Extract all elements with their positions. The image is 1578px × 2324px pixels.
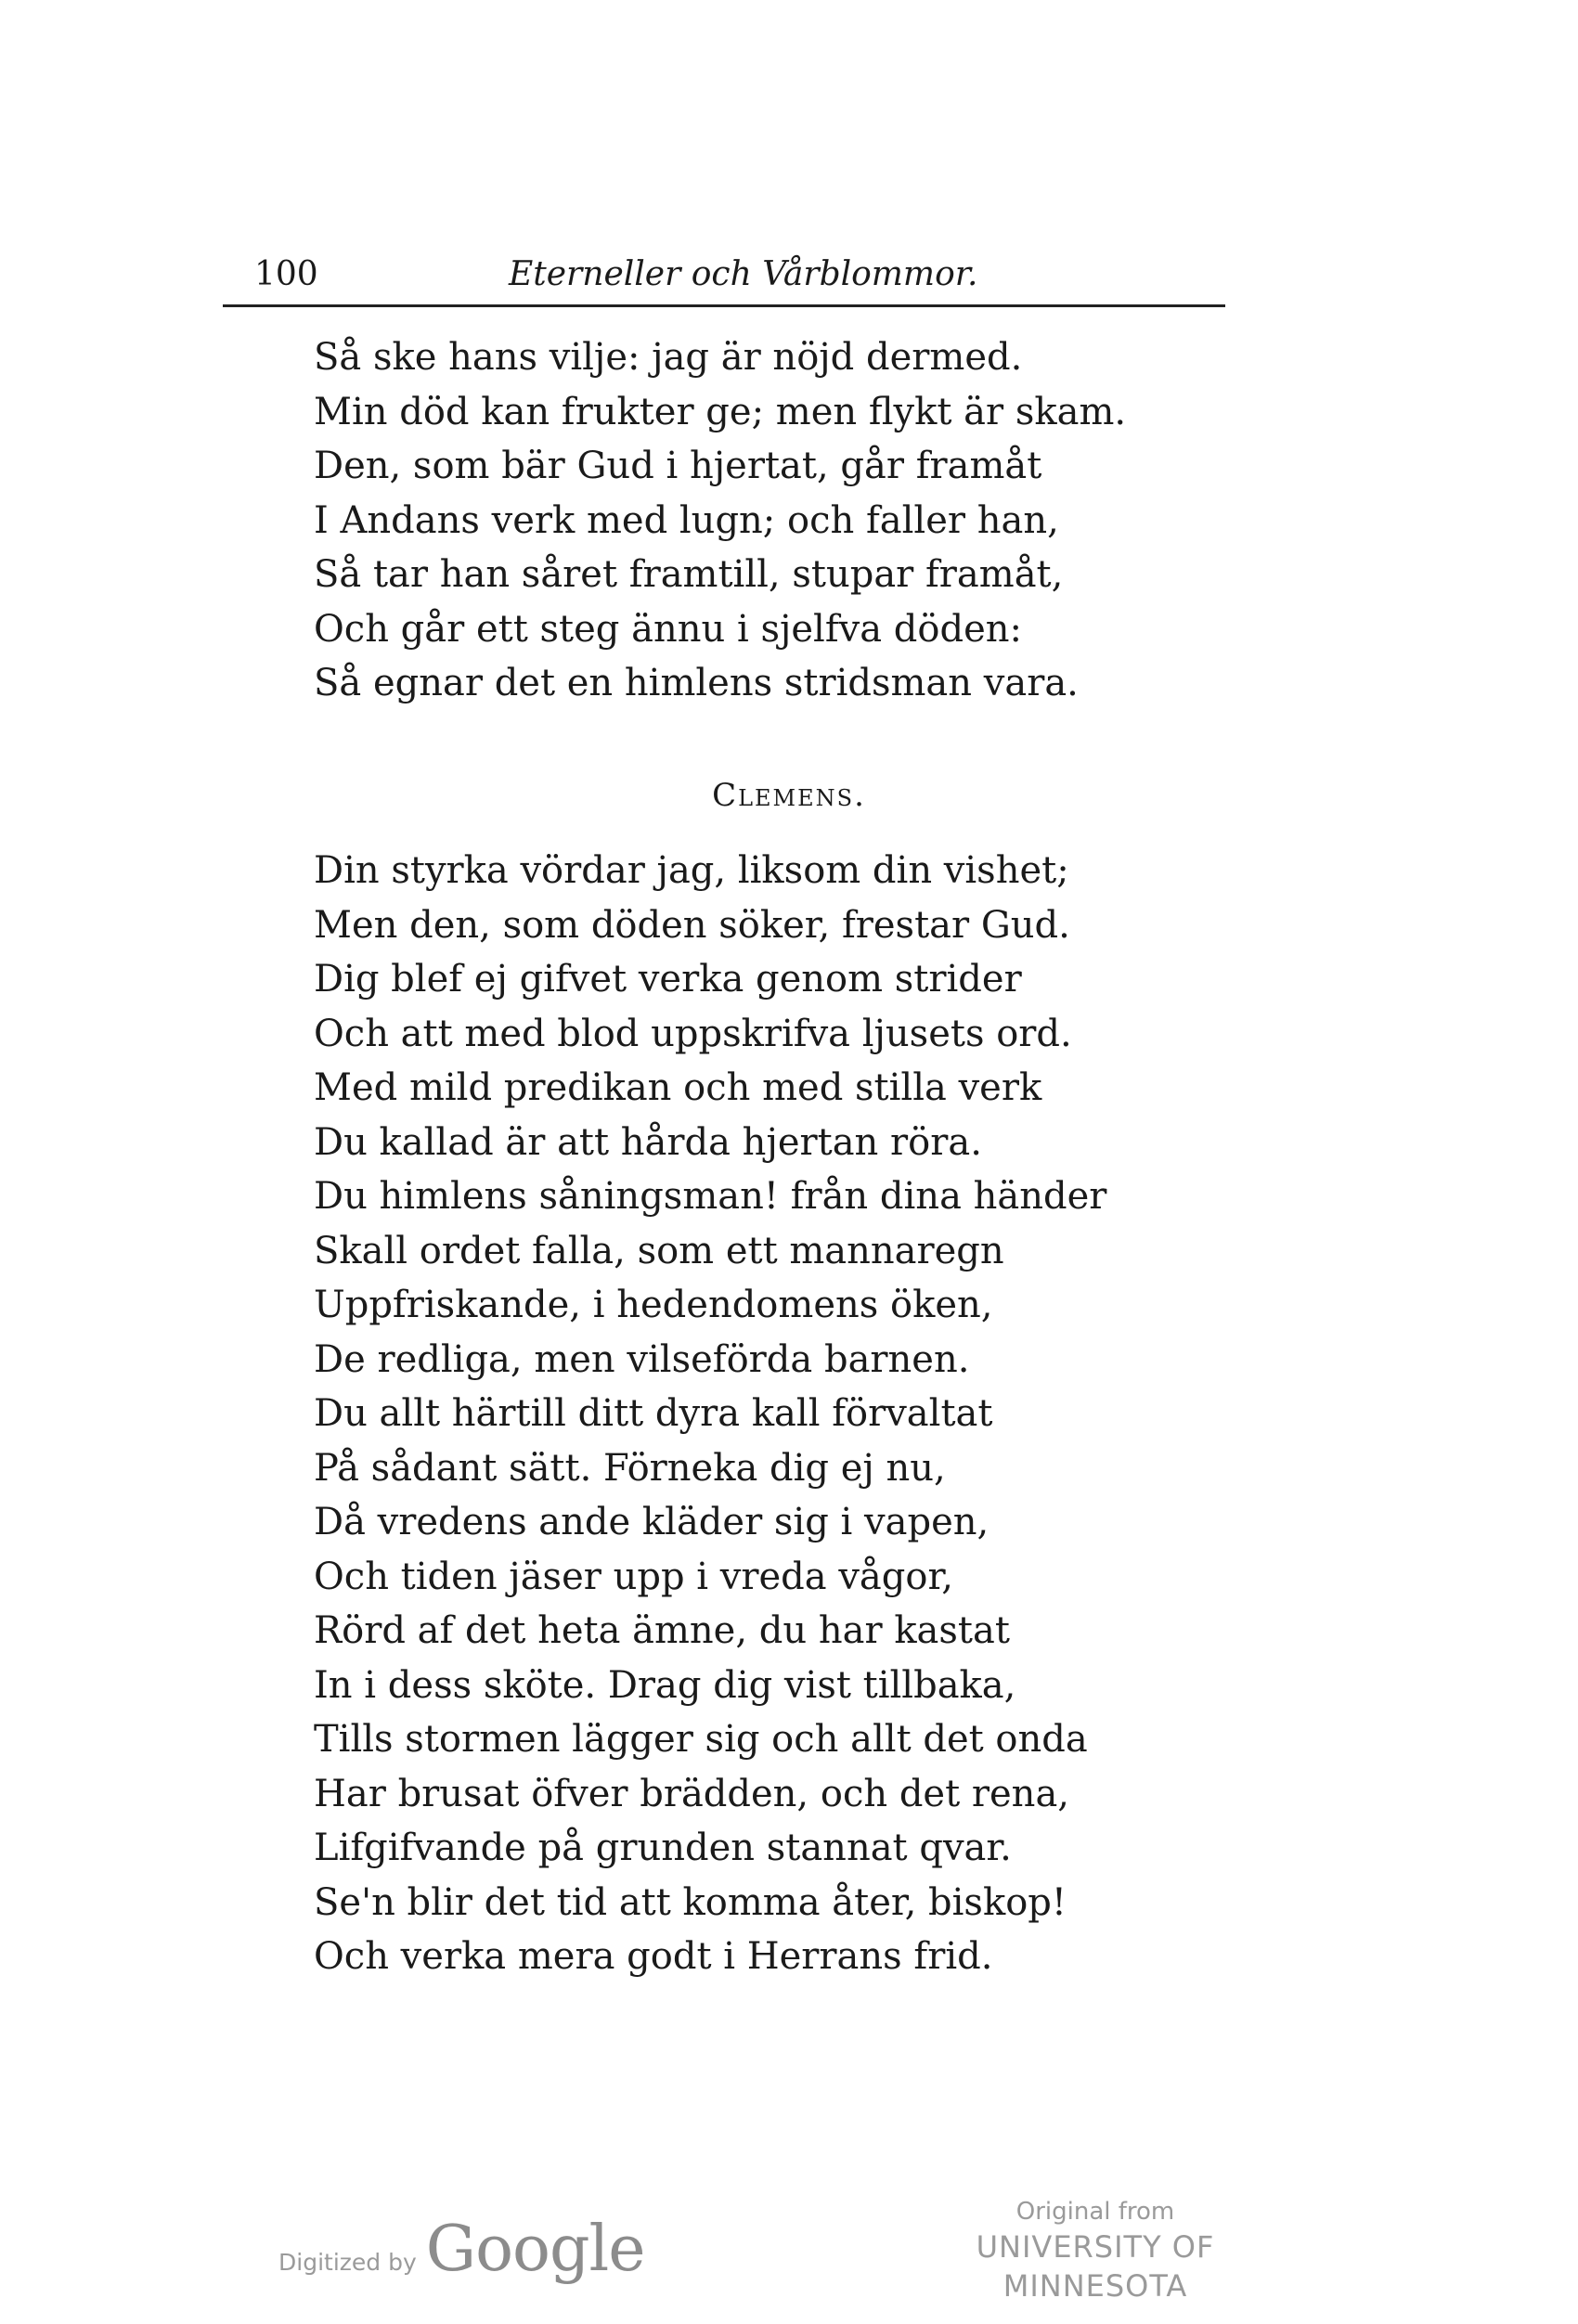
verse-line: Du allt härtill ditt dyra kall förvaltat bbox=[314, 1392, 993, 1435]
verse-line: Uppfriskande, i hedendomens öken, bbox=[314, 1284, 993, 1326]
verse-line: Tills stormen lägger sig och allt det onda bbox=[314, 1718, 1088, 1761]
verse-line: Så ske hans vilje: jag är nöjd dermed. bbox=[314, 336, 1023, 379]
verse-line: Och verka mera godt i Herrans frid. bbox=[314, 1935, 993, 1978]
digitized-by-footer bbox=[278, 2213, 644, 2286]
verse-line: Dig blef ej gifvet verka genom strider bbox=[314, 958, 1022, 1001]
institution-name: UNIVERSITY OF MINNESOTA bbox=[976, 2229, 1215, 2304]
speaker-heading: Clemens. bbox=[712, 777, 866, 814]
verse-line: Och tiden jäser upp i vreda vågor, bbox=[314, 1555, 953, 1598]
verse-line: Så egnar det en himlens stridsman vara. bbox=[314, 662, 1079, 704]
verse-line: Har brusat öfver brädden, och det rena, bbox=[314, 1772, 1070, 1815]
verse-line: Se'n blir det tid att komma åter, biskop! bbox=[314, 1880, 1067, 1924]
verse-line: In i dess sköte. Drag dig vist tillbaka, bbox=[314, 1663, 1016, 1707]
stanza-1 bbox=[314, 330, 1126, 711]
original-from-label: Original from bbox=[1015, 2198, 1175, 2226]
verse-line: Din styrka vördar jag, liksom din vishet; bbox=[314, 849, 1069, 892]
header-rule bbox=[223, 304, 1225, 307]
google-logo: Google bbox=[425, 2213, 645, 2286]
verse-line: Och går ett steg ännu i sjelfva döden: bbox=[314, 607, 1023, 651]
verse-line: Lifgifvande på grunden stannat qvar. bbox=[314, 1827, 1012, 1869]
digitized-label: Digitized by bbox=[278, 2249, 417, 2276]
verse-line: Du kallad är att hårda hjertan röra. bbox=[314, 1120, 982, 1164]
verse-line: Den, som bär Gud i hjertat, går framåt bbox=[314, 445, 1042, 487]
verse-line: Men den, som döden söker, frestar Gud. bbox=[314, 903, 1070, 947]
running-title: Eterneller och Vårblommor. bbox=[509, 255, 978, 293]
page-number: 100 bbox=[254, 255, 318, 293]
verse-line: Rörd af det heta ämne, du har kastat bbox=[314, 1609, 1010, 1652]
verse-line: Med mild predikan och med stilla verk bbox=[314, 1066, 1042, 1109]
verse-line: Min död kan frukter ge; men flykt är skam. bbox=[314, 390, 1127, 433]
verse-line: I Andans verk med lugn; och faller han, bbox=[314, 498, 1059, 542]
verse-line: Du himlens såningsman! från dina händer bbox=[314, 1175, 1107, 1218]
verse-line: Då vredens ande kläder sig i vapen, bbox=[314, 1501, 989, 1543]
verse-line: Och att med blod uppskrifva ljusets ord. bbox=[314, 1012, 1072, 1055]
verse-line: På sådant sätt. Förneka dig ej nu, bbox=[314, 1446, 946, 1490]
stanza-2 bbox=[314, 844, 1106, 1984]
original-source-footer bbox=[882, 2196, 1309, 2305]
verse-line: De redliga, men vilseförda barnen. bbox=[314, 1337, 970, 1381]
verse-line: Så tar han såret framtill, stupar framåt, bbox=[314, 553, 1064, 596]
verse-line: Skall ordet falla, som ett mannaregn bbox=[314, 1229, 1004, 1272]
